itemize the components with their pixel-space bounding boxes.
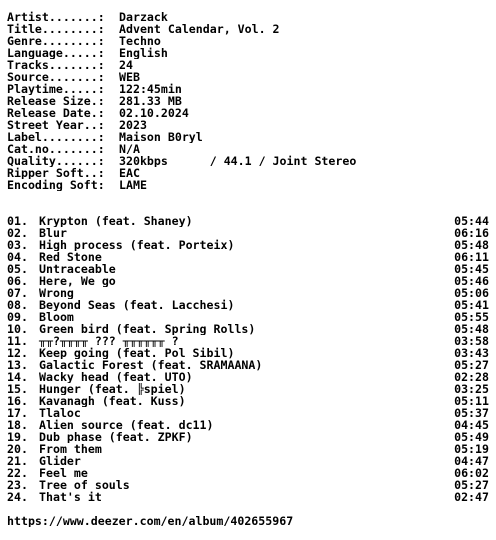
info-value: Advent Calendar, Vol. 2 <box>119 23 280 35</box>
track-row <box>7 311 489 323</box>
track-number: 19. <box>7 431 28 443</box>
track-number: 08. <box>7 299 28 311</box>
track-title: Keep going (feat. Pol Sibil) <box>39 347 235 359</box>
track-duration: 02:47 <box>454 491 489 503</box>
track-duration: 03:25 <box>454 383 489 395</box>
info-value: 281.33 MB <box>119 95 182 107</box>
tracklist <box>7 215 489 503</box>
track-number: 07. <box>7 287 28 299</box>
track-row <box>7 383 489 395</box>
track-duration: 05:45 <box>454 263 489 275</box>
info-key: Street Year..: <box>7 119 105 131</box>
track-title: Glider <box>39 455 81 467</box>
track-title: Blur <box>39 227 67 239</box>
track-title: Krypton (feat. Shaney) <box>39 215 193 227</box>
track-row <box>7 251 489 263</box>
track-title: Red Stone <box>39 251 102 263</box>
info-value: 320kbps / 44.1 / Joint Stereo <box>119 155 357 167</box>
track-title: That's it <box>39 491 102 503</box>
track-number: 16. <box>7 395 28 407</box>
track-row <box>7 299 489 311</box>
track-row <box>7 467 489 479</box>
track-title: Feel me <box>39 467 88 479</box>
track-row <box>7 431 489 443</box>
info-key: Language.....: <box>7 47 105 59</box>
track-number: 22. <box>7 467 28 479</box>
info-key: Quality......: <box>7 155 105 167</box>
spacer <box>7 203 489 215</box>
track-title: Beyond Seas (feat. Lacchesi) <box>39 299 235 311</box>
track-number: 20. <box>7 443 28 455</box>
track-row <box>7 287 489 299</box>
track-duration: 06:02 <box>454 467 489 479</box>
track-number: 21. <box>7 455 28 467</box>
info-row-genre <box>7 35 489 47</box>
track-number: 23. <box>7 479 28 491</box>
track-title: High process (feat. Porteix) <box>39 239 235 251</box>
track-duration: 05:06 <box>454 287 489 299</box>
track-title: Tlaloc <box>39 407 81 419</box>
track-number: 18. <box>7 419 28 431</box>
info-value: 24 <box>119 59 133 71</box>
track-row <box>7 239 489 251</box>
track-row <box>7 407 489 419</box>
track-duration: 05:41 <box>454 299 489 311</box>
track-row <box>7 443 489 455</box>
track-duration: 05:55 <box>454 311 489 323</box>
track-title: Kavanagh (feat. Kuss) <box>39 395 186 407</box>
info-row-ripper-soft <box>7 167 489 179</box>
info-row-title <box>7 23 489 35</box>
nfo-document <box>7 11 489 527</box>
info-row-release-size <box>7 95 489 107</box>
track-title: Here, We go <box>39 275 116 287</box>
info-row-cat-no <box>7 143 489 155</box>
track-duration: 06:11 <box>454 251 489 263</box>
info-key: Playtime.....: <box>7 83 105 95</box>
track-row <box>7 359 489 371</box>
track-row <box>7 335 489 347</box>
track-duration: 04:45 <box>454 419 489 431</box>
track-duration: 02:28 <box>454 371 489 383</box>
track-number: 04. <box>7 251 28 263</box>
info-value: LAME <box>119 179 147 191</box>
info-row-artist <box>7 11 489 23</box>
track-row <box>7 455 489 467</box>
info-row-street-year <box>7 119 489 131</box>
track-number: 05. <box>7 263 28 275</box>
track-duration: 05:37 <box>454 407 489 419</box>
track-number: 02. <box>7 227 28 239</box>
info-key: Source.......: <box>7 71 105 83</box>
track-number: 15. <box>7 383 28 395</box>
track-duration: 05:44 <box>454 215 489 227</box>
track-number: 06. <box>7 275 28 287</box>
info-value: WEB <box>119 71 140 83</box>
spacer <box>7 503 489 515</box>
track-number: 10. <box>7 323 28 335</box>
release-info-block <box>7 11 489 191</box>
track-duration: 06:16 <box>454 227 489 239</box>
track-number: 11. <box>7 335 28 347</box>
track-title: Wrong <box>39 287 74 299</box>
track-number: 12. <box>7 347 28 359</box>
track-title: Galactic Forest (feat. SRAMAANA) <box>39 359 263 371</box>
track-title: Wacky head (feat. UTO) <box>39 371 193 383</box>
track-title: From them <box>39 443 102 455</box>
track-duration: 05:11 <box>454 395 489 407</box>
track-title: ╥╥?╥╥╥╥ ??? ╥╥╥╥╥╥ ? <box>39 335 179 347</box>
info-row-quality <box>7 155 489 167</box>
track-row <box>7 323 489 335</box>
info-row-language <box>7 47 489 59</box>
info-value: Techno <box>119 35 161 47</box>
info-key: Genre........: <box>7 35 105 47</box>
info-row-release-date <box>7 107 489 119</box>
track-duration: 05:19 <box>454 443 489 455</box>
info-key: Cat.no.......: <box>7 143 105 155</box>
info-row-label <box>7 131 489 143</box>
track-duration: 04:47 <box>454 455 489 467</box>
track-row <box>7 419 489 431</box>
info-row-tracks <box>7 59 489 71</box>
info-row-encoding-soft <box>7 179 489 191</box>
track-duration: 05:48 <box>454 239 489 251</box>
track-row <box>7 347 489 359</box>
info-value: 2023 <box>119 119 147 131</box>
track-number: 24. <box>7 491 28 503</box>
info-key: Ripper Soft..: <box>7 167 105 179</box>
info-value: EAC <box>119 167 140 179</box>
track-row <box>7 479 489 491</box>
track-duration: 05:49 <box>454 431 489 443</box>
track-number: 03. <box>7 239 28 251</box>
track-row <box>7 227 489 239</box>
track-title: Dub phase (feat. ZPKF) <box>39 431 193 443</box>
info-key: Tracks.......: <box>7 59 105 71</box>
info-key: Artist.......: <box>7 11 105 23</box>
track-duration: 03:58 <box>454 335 489 347</box>
track-duration: 05:48 <box>454 323 489 335</box>
info-key: Label........: <box>7 131 105 143</box>
track-row <box>7 275 489 287</box>
album-url: https://www.deezer.com/en/album/402655967 <box>7 515 294 527</box>
track-duration: 05:27 <box>454 479 489 491</box>
info-key: Release Size.: <box>7 95 105 107</box>
track-number: 09. <box>7 311 28 323</box>
track-row <box>7 215 489 227</box>
track-title: Alien source (feat. dc11) <box>39 419 214 431</box>
track-duration: 03:43 <box>454 347 489 359</box>
info-value: Maison B0ryl <box>119 131 203 143</box>
info-row-source <box>7 71 489 83</box>
info-value: 122:45min <box>119 83 182 95</box>
info-key: Encoding Soft: <box>7 179 105 191</box>
track-number: 13. <box>7 359 28 371</box>
track-row <box>7 263 489 275</box>
info-value: English <box>119 47 168 59</box>
info-key: Title........: <box>7 23 105 35</box>
info-row-playtime <box>7 83 489 95</box>
track-duration: 05:27 <box>454 359 489 371</box>
track-title: Bloom <box>39 311 74 323</box>
spacer <box>7 191 489 203</box>
info-value: Darzack <box>119 11 168 23</box>
track-number: 17. <box>7 407 28 419</box>
track-title: Tree of souls <box>39 479 130 491</box>
info-value: 02.10.2024 <box>119 107 189 119</box>
track-title: Green bird (feat. Spring Rolls) <box>39 323 256 335</box>
info-value: N/A <box>119 143 140 155</box>
info-key: Release Date.: <box>7 107 105 119</box>
track-title: Untraceable <box>39 263 116 275</box>
track-title: Hunger (feat. ╠spiel) <box>39 383 186 395</box>
track-row <box>7 395 489 407</box>
track-number: 01. <box>7 215 28 227</box>
track-number: 14. <box>7 371 28 383</box>
track-duration: 05:46 <box>454 275 489 287</box>
track-row <box>7 371 489 383</box>
track-row <box>7 491 489 503</box>
